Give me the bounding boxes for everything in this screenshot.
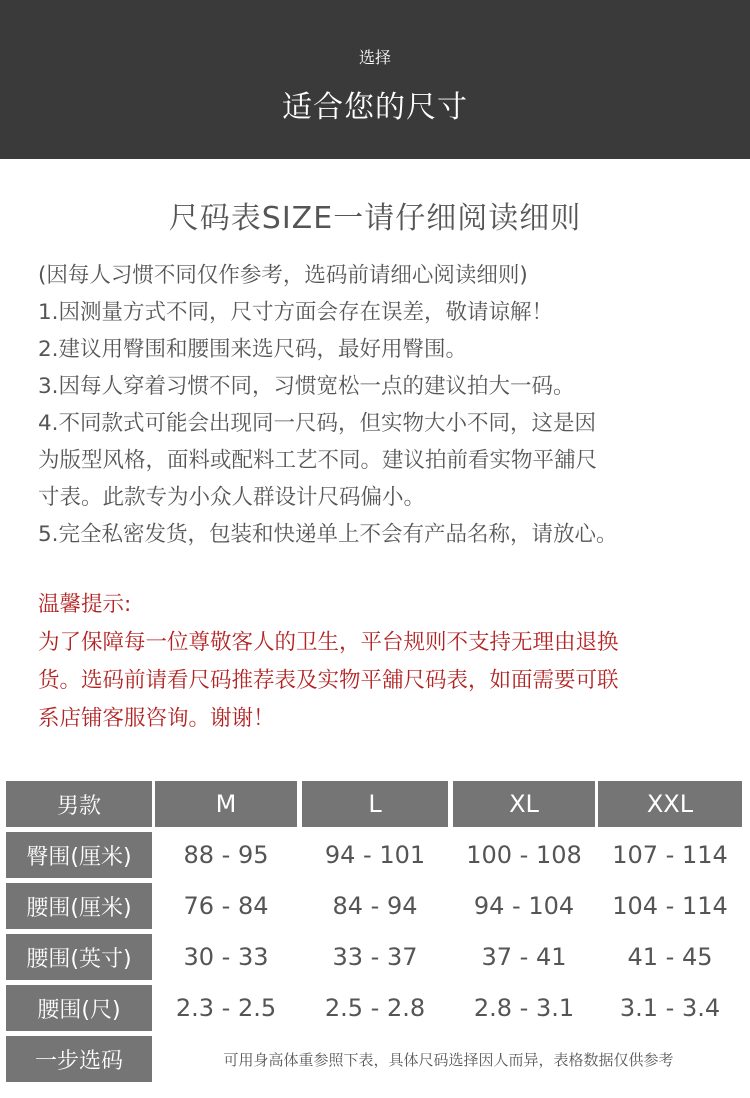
size-header-xxl: XXL bbox=[598, 781, 742, 827]
table-cell: 100 - 108 bbox=[466, 841, 582, 869]
table-cell: 2.8 - 3.1 bbox=[473, 994, 575, 1022]
tips-line: 系店铺客服咨询。谢谢！ bbox=[38, 706, 275, 731]
table-cell: 94 - 101 bbox=[324, 841, 426, 869]
row-label-hip-cm: 臀围(厘米) bbox=[6, 832, 152, 878]
note-line: 1.因测量方式不同，尺寸方面会存在误差，敬请谅解！ bbox=[38, 300, 554, 325]
footer-note: 可用身高体重参照下表，具体尺码选择因人而异，表格数据仅供参考 bbox=[223, 1050, 674, 1069]
table-cell: 2.5 - 2.8 bbox=[324, 994, 426, 1022]
table-corner-header: 男款 bbox=[6, 781, 152, 827]
table-cell: 76 - 84 bbox=[183, 892, 269, 920]
note-line: 为版型风格，面料或配料工艺不同。建议拍前看实物平舖尺 bbox=[38, 448, 598, 473]
header-subtitle: 选择 bbox=[358, 48, 391, 67]
size-header-m: M bbox=[155, 781, 297, 827]
row-label-waist-cm: 腰围(厘米) bbox=[6, 883, 152, 929]
tips-line: 为了保障每一位尊敬客人的卫生，平台规则不支持无理由退换 bbox=[38, 630, 619, 655]
table-cell: 41 - 45 bbox=[627, 943, 713, 971]
footer-label: 一步选码 bbox=[6, 1036, 152, 1082]
note-line: 3.因每人穿着习惯不同，习惯宽松一点的建议拍大一码。 bbox=[38, 374, 575, 399]
table-cell: 94 - 104 bbox=[473, 892, 575, 920]
note-line: (因每人习惯不同仅作参考，选码前请细心阅读细则) bbox=[38, 263, 528, 288]
table-cell: 33 - 37 bbox=[332, 943, 418, 971]
table-cell: 107 - 114 bbox=[612, 841, 728, 869]
table-cell: 88 - 95 bbox=[183, 841, 269, 869]
tips-line: 货。选码前请看尺码推荐表及实物平舖尺码表，如面需要可联 bbox=[38, 668, 619, 693]
size-header-l: L bbox=[302, 781, 448, 827]
note-line: 2.建议用臀围和腰围来选尺码，最好用臀围。 bbox=[38, 337, 468, 362]
table-cell: 84 - 94 bbox=[332, 892, 418, 920]
note-line: 寸表。此款专为小众人群设计尺码偏小。 bbox=[38, 485, 426, 510]
size-chart-title: 尺码表SIZE一请仔细阅读细则 bbox=[168, 201, 582, 236]
note-line: 5.完全私密发货，包装和快递单上不会有产品名称，请放心。 bbox=[38, 522, 618, 547]
table-cell: 2.3 - 2.5 bbox=[175, 994, 277, 1022]
row-label-waist-inch: 腰围(英寸) bbox=[6, 934, 152, 980]
table-cell: 104 - 114 bbox=[612, 892, 728, 920]
tips-section bbox=[38, 586, 738, 738]
table-cell: 37 - 41 bbox=[481, 943, 567, 971]
table-cell: 30 - 33 bbox=[183, 943, 269, 971]
note-line: 4.不同款式可能会出现同一尺码，但实物大小不同，这是因 bbox=[38, 411, 597, 436]
tips-heading: 温馨提示: bbox=[38, 592, 132, 617]
table-cell: 3.1 - 3.4 bbox=[619, 994, 721, 1022]
size-header-xl: XL bbox=[453, 781, 595, 827]
row-label-waist-chi: 腰围(尺) bbox=[6, 985, 152, 1031]
header-banner bbox=[0, 0, 750, 159]
notes-section bbox=[38, 257, 738, 553]
header-title: 适合您的尺寸 bbox=[282, 90, 468, 125]
